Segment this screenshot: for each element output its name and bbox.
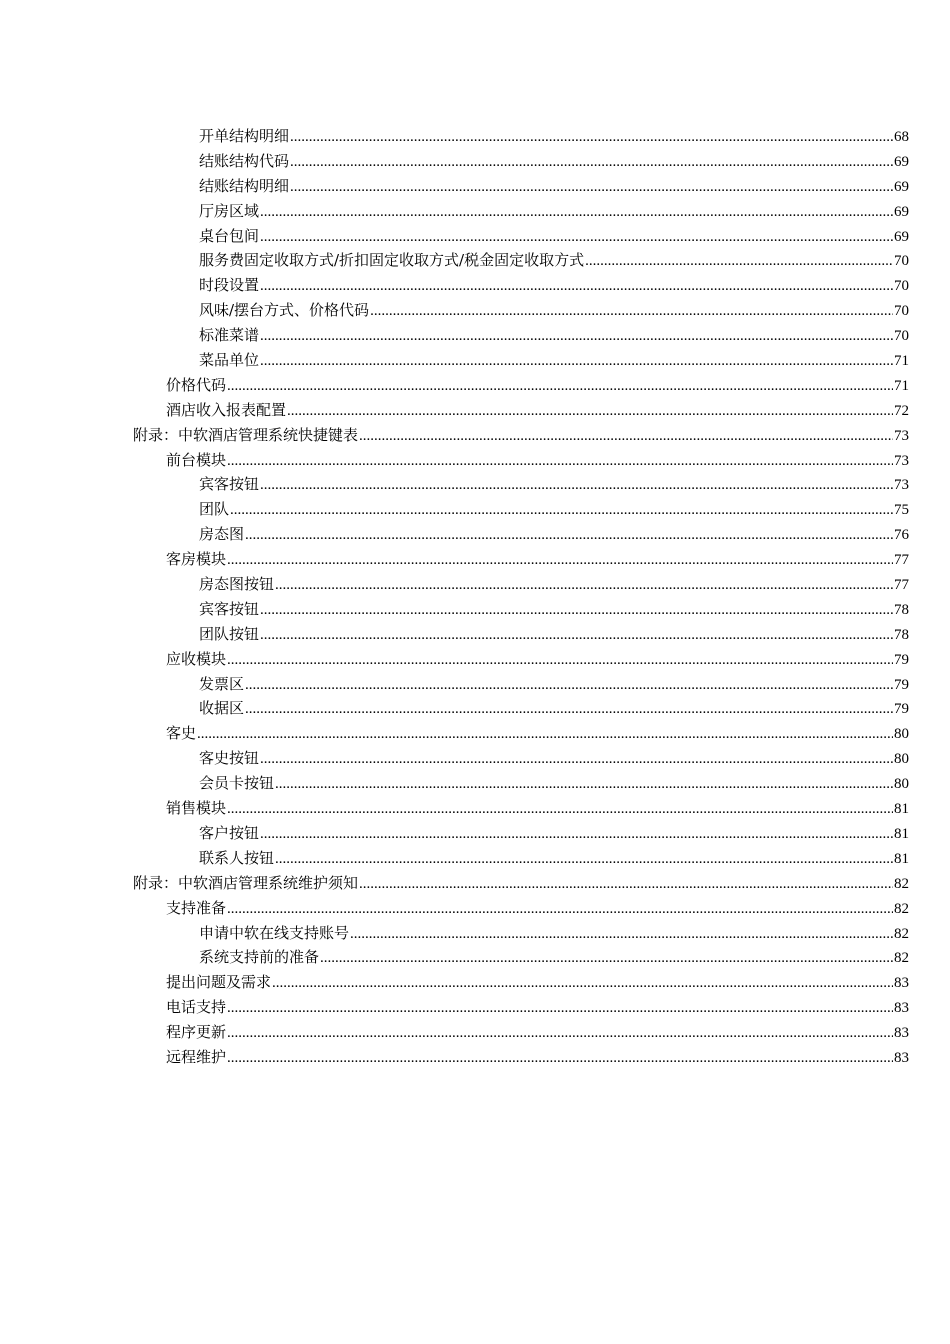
toc-dot-leader <box>272 971 893 996</box>
toc-dot-leader <box>260 349 893 374</box>
toc-entry[interactable] <box>166 373 909 398</box>
toc-dot-leader <box>227 996 893 1021</box>
toc-entry-title: 前台模块 <box>166 450 227 469</box>
toc-entry[interactable] <box>199 522 909 547</box>
toc-entry-title: 系统支持前的准备 <box>199 948 320 967</box>
toc-entry-page-number: 76 <box>894 527 909 544</box>
toc-entry-title: 远程维护 <box>166 1047 227 1066</box>
toc-entry-page-number: 83 <box>894 1000 909 1017</box>
toc-dot-leader <box>260 200 893 225</box>
toc-entry-page-number: 80 <box>894 751 909 768</box>
toc-entry[interactable] <box>199 273 909 298</box>
toc-entry-title: 电话支持 <box>166 998 227 1017</box>
toc-dot-leader <box>227 797 893 822</box>
toc-entry[interactable] <box>133 871 909 896</box>
toc-entry-page-number: 68 <box>894 129 909 145</box>
toc-dot-leader <box>585 249 893 274</box>
toc-entry-title: 团队 <box>199 500 230 519</box>
toc-entry-title: 程序更新 <box>166 1023 227 1042</box>
toc-entry-page-number: 69 <box>894 228 909 245</box>
toc-entry-page-number: 78 <box>894 626 909 643</box>
toc-entry[interactable] <box>166 547 909 572</box>
toc-entry-page-number: 70 <box>894 328 909 345</box>
toc-dot-leader <box>260 747 893 772</box>
toc-entry-page-number: 77 <box>894 552 909 569</box>
toc-dot-leader <box>359 872 893 897</box>
toc-entry-title: 服务费固定收取方式/折扣固定收取方式/税金固定收取方式 <box>199 251 585 270</box>
toc-entry-page-number: 79 <box>894 651 909 668</box>
toc-entry-title: 销售模块 <box>166 799 227 818</box>
toc-entry[interactable] <box>199 572 909 597</box>
toc-entry-page-number: 81 <box>894 825 909 842</box>
toc-dot-leader <box>350 922 893 947</box>
toc-entry[interactable] <box>166 721 909 746</box>
toc-entry[interactable] <box>199 921 909 946</box>
toc-entry-page-number: 78 <box>894 601 909 618</box>
toc-entry-page-number: 80 <box>894 776 909 793</box>
toc-entry[interactable] <box>199 224 909 249</box>
toc-dot-leader <box>227 648 893 673</box>
toc-entry[interactable] <box>199 199 909 224</box>
toc-entry[interactable] <box>199 771 909 796</box>
toc-entry[interactable] <box>199 846 909 871</box>
toc-entry[interactable] <box>199 945 909 970</box>
toc-dot-leader <box>260 225 893 250</box>
toc-dot-leader <box>260 324 893 349</box>
toc-entry[interactable] <box>166 398 909 423</box>
toc-entry-page-number: 82 <box>894 950 909 967</box>
toc-entry-title: 申请中软在线支持账号 <box>199 923 350 942</box>
toc-entry-title: 标准菜谱 <box>199 326 260 345</box>
toc-entry-title: 应收模块 <box>166 649 227 668</box>
toc-dot-leader <box>290 125 893 150</box>
toc-entry[interactable] <box>166 1020 909 1045</box>
toc-dot-leader <box>260 623 893 648</box>
toc-entry-title: 时段设置 <box>199 276 260 295</box>
toc-entry[interactable] <box>166 896 909 921</box>
toc-entry[interactable] <box>199 597 909 622</box>
toc-entry-page-number: 81 <box>894 850 909 867</box>
toc-dot-leader <box>260 822 893 847</box>
toc-dot-leader <box>260 598 893 623</box>
toc-entry-page-number: 82 <box>894 875 909 892</box>
toc-entry-title: 会员卡按钮 <box>199 774 275 793</box>
toc-entry-title: 联系人按钮 <box>199 848 275 867</box>
toc-entry-page-number: 82 <box>894 925 909 942</box>
toc-entry-title: 厅房区域 <box>199 201 260 220</box>
toc-dot-leader <box>359 424 893 449</box>
toc-entry-page-number: 72 <box>894 402 909 419</box>
toc-entry-page-number: 69 <box>894 203 909 220</box>
toc-dot-leader <box>245 673 893 698</box>
toc-entry-page-number: 83 <box>894 1049 909 1066</box>
toc-dot-leader <box>260 274 893 299</box>
toc-entry[interactable] <box>199 672 909 697</box>
toc-entry[interactable] <box>199 323 909 348</box>
toc-entry-page-number: 77 <box>894 577 909 594</box>
toc-dot-leader <box>227 548 893 573</box>
toc-entry-title: 发票区 <box>199 674 245 693</box>
toc-entry-title: 客史按钮 <box>199 749 260 768</box>
toc-entry-title: 酒店收入报表配置 <box>166 400 287 419</box>
toc-entry[interactable] <box>199 746 909 771</box>
toc-entry-title: 团队按钮 <box>199 624 260 643</box>
toc-entry[interactable] <box>199 348 909 373</box>
toc-dot-leader <box>260 473 893 498</box>
toc-dot-leader <box>245 523 893 548</box>
toc-entry-title: 开单结构明细 <box>199 127 290 145</box>
toc-entry-title: 附录：中软酒店管理系统维护须知 <box>133 873 359 892</box>
toc-entry-page-number: 70 <box>894 303 909 320</box>
toc-dot-leader <box>290 175 893 200</box>
toc-dot-leader <box>227 1021 893 1046</box>
toc-dot-leader <box>227 897 893 922</box>
toc-entry-title: 风味/摆台方式、价格代码 <box>199 301 370 320</box>
toc-entry-page-number: 69 <box>894 153 909 170</box>
toc-entry-page-number: 73 <box>894 477 909 494</box>
toc-dot-leader <box>275 573 893 598</box>
toc-entry[interactable] <box>199 696 909 721</box>
toc-entry[interactable] <box>199 174 909 199</box>
toc-entry-title: 客房模块 <box>166 550 227 569</box>
toc-dot-leader <box>230 498 893 523</box>
toc-entry-title: 菜品单位 <box>199 351 260 370</box>
toc-entry-title: 价格代码 <box>166 375 227 394</box>
toc-entry-title: 桌台包间 <box>199 226 260 245</box>
toc-entry-title: 附录：中软酒店管理系统快捷键表 <box>133 425 359 444</box>
toc-entry[interactable] <box>133 423 909 448</box>
toc-entry-page-number: 71 <box>894 377 909 394</box>
toc-entry-title: 宾客按钮 <box>199 475 260 494</box>
toc-dot-leader <box>287 399 893 424</box>
toc-dot-leader <box>275 772 893 797</box>
toc-entry[interactable] <box>166 647 909 672</box>
toc-entry[interactable] <box>166 796 909 821</box>
toc-entry-page-number: 83 <box>894 975 909 992</box>
toc-dot-leader <box>227 374 893 399</box>
toc-entry-page-number: 70 <box>894 278 909 295</box>
toc-entry-title: 客户按钮 <box>199 823 260 842</box>
toc-entry-page-number: 70 <box>894 253 909 270</box>
toc-entry[interactable] <box>199 298 909 323</box>
toc-dot-leader <box>227 1046 893 1071</box>
toc-entry-page-number: 79 <box>894 701 909 718</box>
toc-entry-title: 结账结构代码 <box>199 151 290 170</box>
table-of-contents <box>0 124 950 1070</box>
toc-entry-title: 房态图 <box>199 525 245 544</box>
toc-entry-title: 支持准备 <box>166 898 227 917</box>
toc-dot-leader <box>197 722 893 747</box>
toc-entry-page-number: 79 <box>894 676 909 693</box>
toc-entry-page-number: 69 <box>894 178 909 195</box>
toc-entry[interactable] <box>199 622 909 647</box>
toc-dot-leader <box>245 697 893 722</box>
toc-entry[interactable] <box>199 149 909 174</box>
toc-entry[interactable] <box>199 124 909 149</box>
toc-entry-page-number: 83 <box>894 1025 909 1042</box>
toc-dot-leader <box>370 299 893 324</box>
toc-entry-page-number: 73 <box>894 452 909 469</box>
toc-dot-leader <box>275 847 893 872</box>
toc-entry-page-number: 71 <box>894 353 909 370</box>
toc-entry-page-number: 81 <box>894 801 909 818</box>
toc-entry[interactable] <box>199 472 909 497</box>
toc-entry[interactable] <box>166 448 909 473</box>
toc-entry[interactable] <box>199 821 909 846</box>
toc-entry-page-number: 80 <box>894 726 909 743</box>
toc-entry-title: 房态图按钮 <box>199 575 275 594</box>
toc-entry-page-number: 75 <box>894 502 909 519</box>
toc-entry[interactable] <box>166 970 909 995</box>
toc-entry[interactable] <box>199 248 909 273</box>
toc-dot-leader <box>227 449 893 474</box>
toc-entry[interactable] <box>199 497 909 522</box>
toc-entry-title: 收据区 <box>199 699 245 718</box>
toc-dot-leader <box>290 150 893 175</box>
toc-entry[interactable] <box>166 995 909 1020</box>
toc-entry-page-number: 73 <box>894 427 909 444</box>
toc-entry-page-number: 82 <box>894 900 909 917</box>
toc-entry-title: 结账结构明细 <box>199 176 290 195</box>
toc-entry[interactable] <box>166 1045 909 1070</box>
toc-entry-title: 客史 <box>166 724 197 743</box>
toc-entry-title: 提出问题及需求 <box>166 973 272 992</box>
toc-entry-title: 宾客按钮 <box>199 599 260 618</box>
toc-dot-leader <box>320 946 893 971</box>
